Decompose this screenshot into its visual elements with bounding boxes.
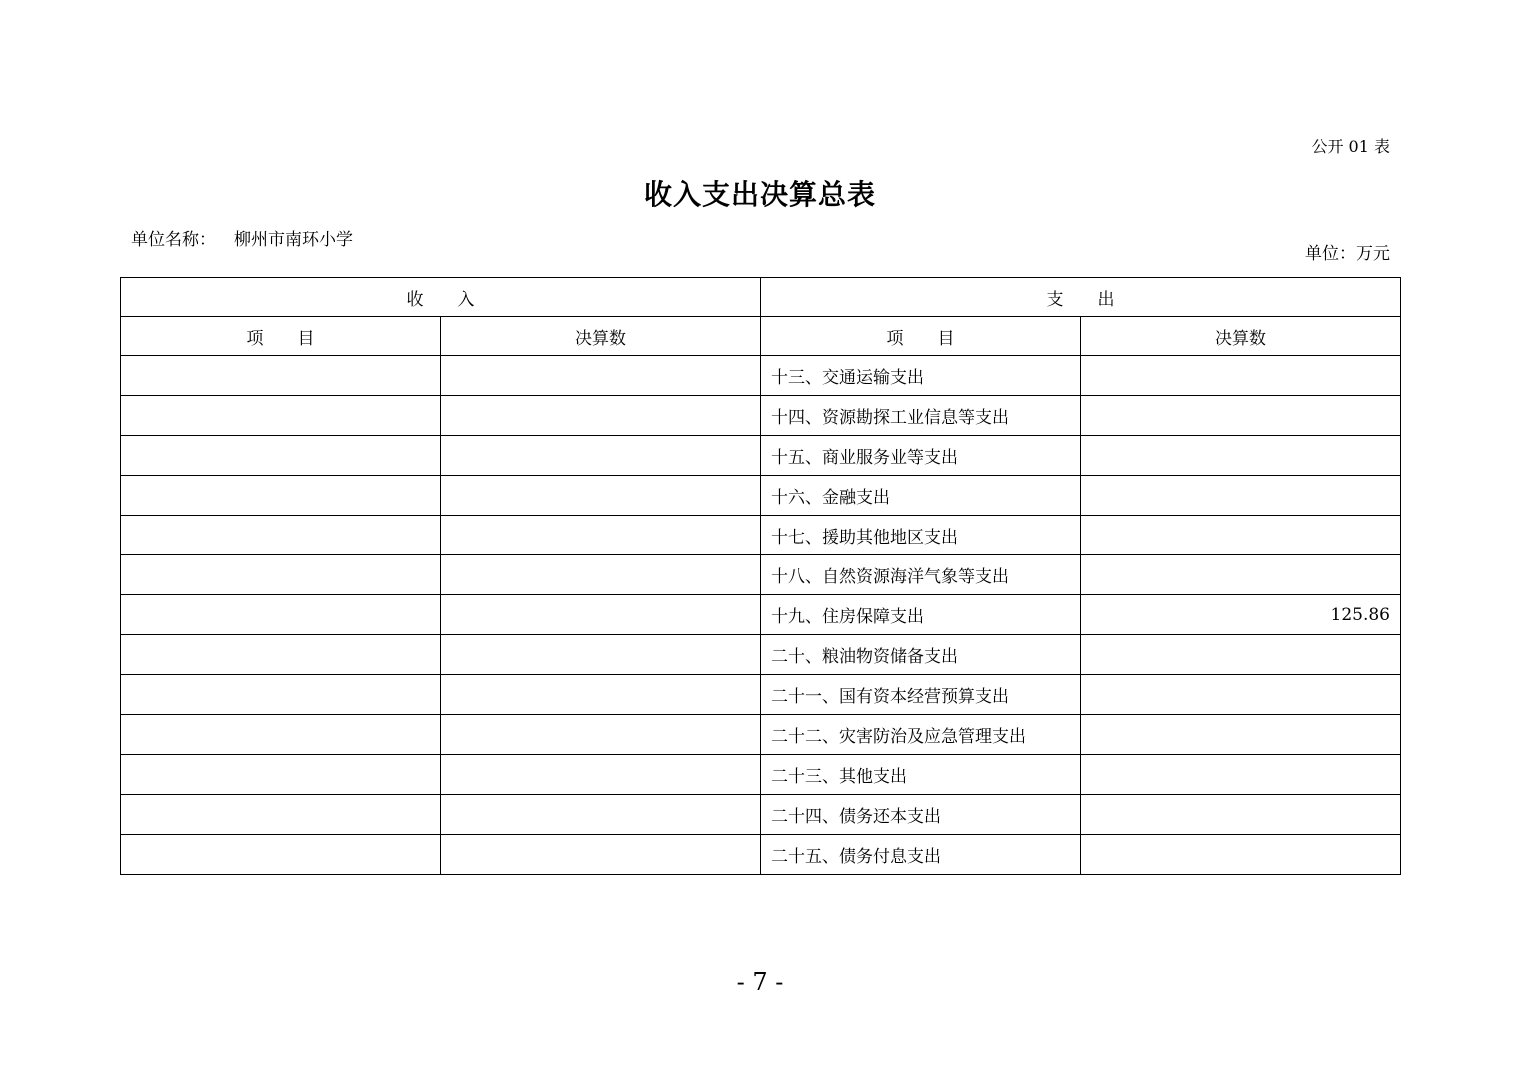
unit-name-label: 单位名称： bbox=[131, 230, 216, 250]
expense-item-cell: 二十一、国有资本经营预算支出 bbox=[761, 675, 1081, 715]
table-row bbox=[121, 754, 1401, 794]
expense-item-header: 项 目 bbox=[761, 317, 1081, 356]
expense-amount-cell bbox=[1081, 715, 1401, 755]
income-amount-cell bbox=[441, 595, 761, 635]
expense-amount-cell bbox=[1081, 515, 1401, 555]
table-row bbox=[121, 435, 1401, 475]
expense-group-header: 支 出 bbox=[761, 278, 1401, 317]
expense-amount-cell bbox=[1081, 635, 1401, 675]
income-item-cell bbox=[121, 395, 441, 435]
unit-measure: 单位：万元 bbox=[1305, 244, 1390, 264]
table-body bbox=[121, 356, 1401, 875]
table-row bbox=[121, 834, 1401, 874]
expense-amount-cell bbox=[1081, 435, 1401, 475]
income-amount-cell bbox=[441, 635, 761, 675]
expense-item-cell: 十九、住房保障支出 bbox=[761, 595, 1081, 635]
income-item-header: 项 目 bbox=[121, 317, 441, 356]
income-amount-cell bbox=[441, 754, 761, 794]
income-amount-cell bbox=[441, 675, 761, 715]
income-amount-cell bbox=[441, 794, 761, 834]
income-item-cell bbox=[121, 555, 441, 595]
table-row bbox=[121, 395, 1401, 435]
table-row bbox=[121, 794, 1401, 834]
expense-amount-cell bbox=[1081, 475, 1401, 515]
expense-item-cell: 十七、援助其他地区支出 bbox=[761, 515, 1081, 555]
income-amount-cell bbox=[441, 435, 761, 475]
expense-amount-cell bbox=[1081, 555, 1401, 595]
income-group-header: 收 入 bbox=[121, 278, 761, 317]
budget-summary-table bbox=[120, 277, 1401, 875]
income-item-cell bbox=[121, 715, 441, 755]
income-item-cell bbox=[121, 834, 441, 874]
income-item-cell bbox=[121, 794, 441, 834]
table-row bbox=[121, 356, 1401, 396]
table-row bbox=[121, 635, 1401, 675]
expense-amount-cell bbox=[1081, 754, 1401, 794]
expense-item-cell: 二十三、其他支出 bbox=[761, 754, 1081, 794]
table-row bbox=[121, 595, 1401, 635]
expense-item-cell: 十八、自然资源海洋气象等支出 bbox=[761, 555, 1081, 595]
income-amount-cell bbox=[441, 555, 761, 595]
income-item-cell bbox=[121, 635, 441, 675]
expense-amount-cell bbox=[1081, 794, 1401, 834]
expense-amount-header: 决算数 bbox=[1081, 317, 1401, 356]
income-amount-cell bbox=[441, 475, 761, 515]
expense-amount-cell bbox=[1081, 395, 1401, 435]
income-amount-cell bbox=[441, 834, 761, 874]
table-row bbox=[121, 475, 1401, 515]
income-amount-header: 决算数 bbox=[441, 317, 761, 356]
expense-item-cell: 二十四、债务还本支出 bbox=[761, 794, 1081, 834]
table-id: 公开 01 表 bbox=[1311, 137, 1390, 156]
expense-item-cell: 十五、商业服务业等支出 bbox=[761, 435, 1081, 475]
income-amount-cell bbox=[441, 715, 761, 755]
expense-amount-cell bbox=[1081, 356, 1401, 396]
page-number: - 7 - bbox=[736, 968, 784, 996]
income-item-cell bbox=[121, 475, 441, 515]
unit-name-value: 柳州市南环小学 bbox=[234, 230, 353, 250]
expense-item-cell: 二十二、灾害防治及应急管理支出 bbox=[761, 715, 1081, 755]
expense-amount-cell: 125.86 bbox=[1081, 595, 1401, 635]
expense-amount-cell bbox=[1081, 834, 1401, 874]
column-header-row bbox=[121, 317, 1401, 356]
income-item-cell bbox=[121, 356, 441, 396]
income-item-cell bbox=[121, 435, 441, 475]
table-row bbox=[121, 715, 1401, 755]
expense-item-cell: 二十、粮油物资储备支出 bbox=[761, 635, 1081, 675]
page-title: 收入支出决算总表 bbox=[643, 178, 876, 211]
expense-item-cell: 十四、资源勘探工业信息等支出 bbox=[761, 395, 1081, 435]
income-item-cell bbox=[121, 515, 441, 555]
income-item-cell bbox=[121, 754, 441, 794]
table-row bbox=[121, 675, 1401, 715]
unit-name-line bbox=[131, 225, 353, 250]
expense-item-cell: 十六、金融支出 bbox=[761, 475, 1081, 515]
income-amount-cell bbox=[441, 515, 761, 555]
income-amount-cell bbox=[441, 395, 761, 435]
expense-amount-cell bbox=[1081, 675, 1401, 715]
table-row bbox=[121, 555, 1401, 595]
income-amount-cell bbox=[441, 356, 761, 396]
group-header-row bbox=[121, 278, 1401, 317]
expense-item-cell: 十三、交通运输支出 bbox=[761, 356, 1081, 396]
expense-item-cell: 二十五、债务付息支出 bbox=[761, 834, 1081, 874]
table-row bbox=[121, 515, 1401, 555]
income-item-cell bbox=[121, 675, 441, 715]
income-item-cell bbox=[121, 595, 441, 635]
